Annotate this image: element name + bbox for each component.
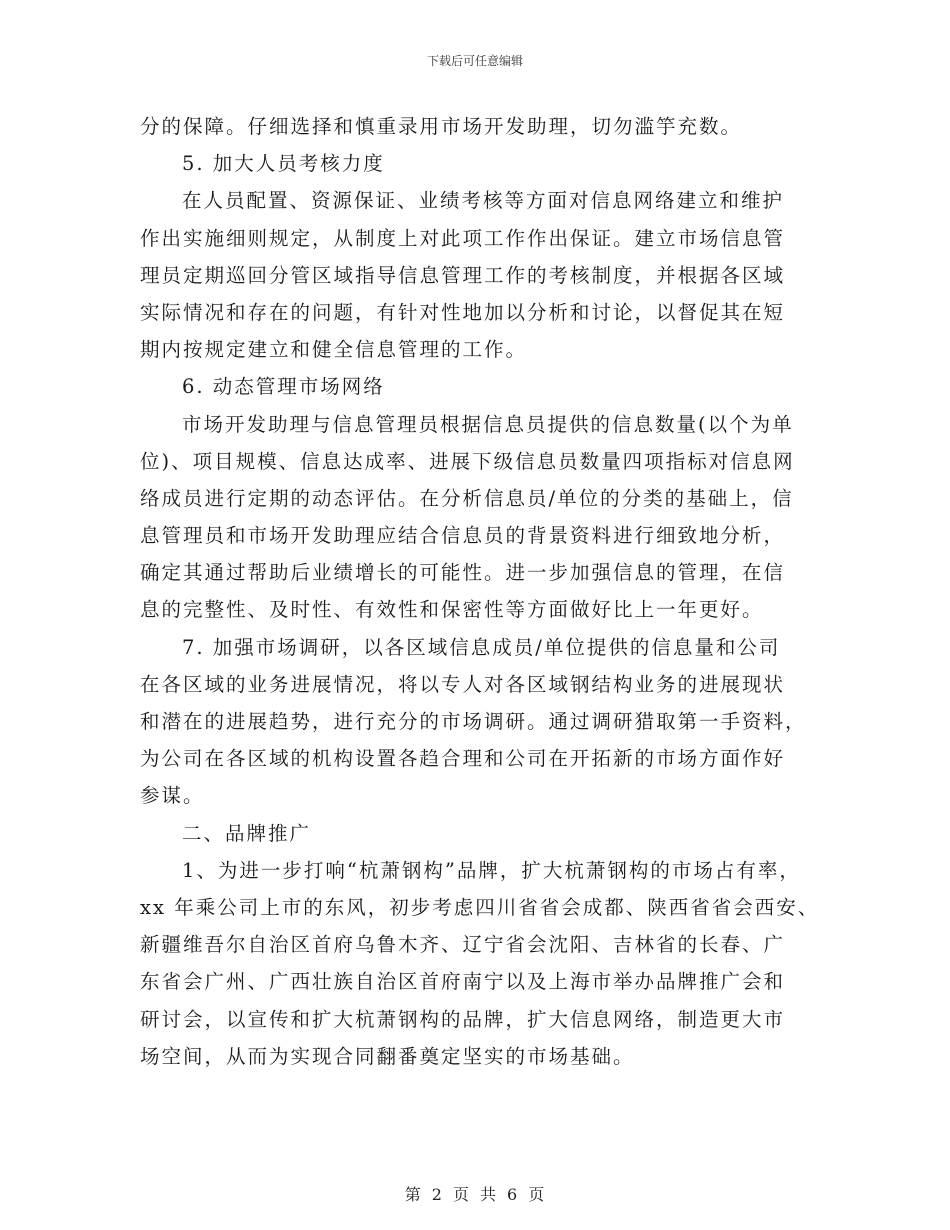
text-line: 市场开发助理与信息管理员根据信息员提供的信息数量(以个为单 [182, 412, 794, 436]
text-line: 期内按规定建立和健全信息管理的工作。 [140, 338, 528, 362]
text-line: 位)、项目规模、信息达成率、进展下级信息员数量四项指标对信息网 [140, 449, 795, 473]
text-line: 确定其通过帮助后业绩增长的可能性。进一步加强信息的管理，在信 [140, 561, 786, 585]
text-line: 作出实施细则规定，从制度上对此项工作作出保证。建立市场信息管 [140, 226, 786, 250]
text-line: 息管理员和市场开发助理应结合信息员的背景资料进行细致地分析， [140, 524, 786, 548]
text-line: 7. 加强市场调研，以各区域信息成员/单位提供的信息量和公司 [182, 635, 781, 659]
page-footer [0, 1182, 950, 1205]
text-line: 在各区域的业务进展情况，将以专人对各区域钢结构业务的进展现状 [140, 672, 786, 696]
text-line: 二、品牌推广 [182, 821, 312, 845]
text-line: 东省会广州、广西壮族自治区首府南宁以及上海市举办品牌推广会和 [140, 970, 786, 994]
text-line: 在人员配置、资源保证、业绩考核等方面对信息网络建立和维护 [182, 189, 785, 213]
footer-page-sep: 页 [452, 1185, 470, 1204]
text-line: 新疆维吾尔自治区首府乌鲁木齐、辽宁省会沈阳、吉林省的长春、广 [140, 933, 786, 957]
footer-page-current: 2 [431, 1185, 443, 1204]
text-line: 息的完整性、及时性、有效性和保密性等方面做好比上一年更好。 [140, 598, 764, 622]
text-line: 参谋。 [140, 784, 205, 808]
page-header: 下载后可任意编辑 [426, 54, 523, 68]
text-line: 分的保障。仔细选择和慎重录用市场开发助理，切勿滥竽充数。 [140, 115, 743, 138]
footer-page-total: 6 [507, 1185, 519, 1204]
footer-total-suffix: 页 [528, 1185, 546, 1204]
text-line: 1、为进一步打响“杭萧钢构”品牌，扩大杭萧钢构的市场占有率， [182, 858, 801, 882]
text-line: 6. 动态管理市场网络 [182, 375, 385, 399]
text-line: xx 年乘公司上市的东风，初步考虑四川省省会成都、陕西省省会西安、 [140, 895, 820, 919]
document-body [140, 108, 820, 1075]
text-line: 实际情况和存在的问题，有针对性地加以分析和讨论，以督促其在短 [140, 300, 786, 324]
text-line: 为公司在各区域的机构设置各趋合理和公司在开拓新的市场方面作好 [140, 747, 786, 771]
footer-page-prefix: 第 [404, 1185, 422, 1204]
text-line: 场空间，从而为实现合同翻番奠定坚实的市场基础。 [140, 1044, 635, 1068]
text-line: 和潜在的进展趋势，进行充分的市场调研。通过调研猎取第一手资料， [140, 710, 807, 733]
text-line: 研讨会，以宣传和扩大杭萧钢构的品牌，扩大信息网络，制造更大市 [140, 1007, 786, 1031]
footer-total-prefix: 共 [480, 1185, 498, 1204]
text-line: 理员定期巡回分管区域指导信息管理工作的考核制度，并根据各区域 [140, 263, 786, 287]
text-line: 络成员进行定期的动态评估。在分析信息员/单位的分类的基础上，信 [140, 486, 794, 510]
text-line: 5. 加大人员考核力度 [182, 152, 385, 176]
